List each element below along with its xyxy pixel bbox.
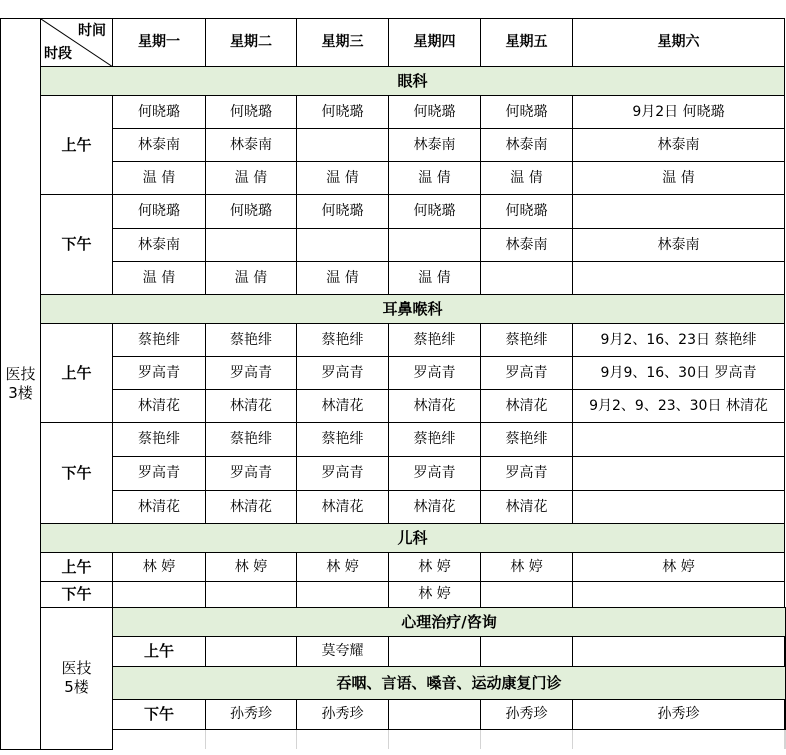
schedule-cell: 温 倩	[573, 161, 785, 194]
schedule-cell	[297, 581, 389, 607]
period-label: 上午	[41, 552, 113, 581]
schedule-cell: 温 倩	[389, 161, 481, 194]
schedule-cell: 林泰南	[481, 128, 573, 161]
schedule-cell: 林泰南	[113, 128, 206, 161]
schedule-cell: 9月2日 何晓璐	[573, 95, 785, 128]
period-label: 上午	[41, 95, 113, 194]
schedule-cell: 蔡艳绯	[297, 323, 389, 356]
schedule-cell: 林泰南	[481, 228, 573, 261]
day-header: 星期五	[481, 18, 573, 66]
schedule-cell: 何晓璐	[113, 95, 206, 128]
day-header: 星期四	[389, 18, 481, 66]
schedule-cell: 温 倩	[206, 261, 297, 294]
schedule-cell: 林泰南	[113, 228, 206, 261]
schedule-cell	[481, 636, 573, 666]
schedule-cell: 林清花	[297, 490, 389, 523]
schedule-cell	[206, 636, 297, 666]
top-strip-cell	[297, 0, 389, 18]
corner-time-label: 时间	[78, 22, 106, 39]
blank-cell	[206, 729, 297, 749]
schedule-cell	[573, 581, 785, 607]
schedule-cell: 林泰南	[389, 128, 481, 161]
schedule-cell	[573, 261, 785, 294]
schedule-cell: 9月2、16、23日 蔡艳绯	[573, 323, 785, 356]
schedule-cell: 林泰南	[206, 128, 297, 161]
top-strip-cell	[389, 0, 481, 18]
schedule-cell: 罗高青	[113, 456, 206, 490]
section-title: 眼科	[41, 66, 785, 95]
schedule-cell: 蔡艳绯	[206, 323, 297, 356]
schedule-cell: 林 婷	[573, 552, 785, 581]
schedule-cell: 温 倩	[113, 161, 206, 194]
schedule-cell: 何晓璐	[389, 95, 481, 128]
schedule-cell: 罗高青	[206, 356, 297, 389]
schedule-cell: 9月2、9、23、30日 林清花	[573, 389, 785, 422]
schedule-cell: 何晓璐	[297, 194, 389, 228]
day-header: 星期三	[297, 18, 389, 66]
schedule-cell: 林 婷	[297, 552, 389, 581]
top-strip-cell	[113, 0, 206, 18]
schedule-cell: 温 倩	[297, 261, 389, 294]
schedule-cell: 温 倩	[206, 161, 297, 194]
schedule-cell: 林泰南	[573, 128, 785, 161]
schedule-cell: 林清花	[481, 389, 573, 422]
schedule-cell	[785, 699, 786, 729]
schedule-cell: 林 婷	[113, 552, 206, 581]
schedule-cell: 孙秀珍	[297, 699, 389, 729]
schedule-cell: 温 倩	[389, 261, 481, 294]
top-strip-cell	[206, 0, 297, 18]
schedule-cell: 何晓璐	[206, 95, 297, 128]
corner-period-label: 时段	[44, 45, 72, 62]
schedule-cell: 何晓璐	[481, 95, 573, 128]
schedule-cell: 蔡艳绯	[297, 422, 389, 456]
schedule-cell	[297, 128, 389, 161]
day-header: 星期二	[206, 18, 297, 66]
schedule-cell: 林清花	[389, 389, 481, 422]
schedule-cell	[206, 581, 297, 607]
schedule-cell: 罗高青	[113, 356, 206, 389]
schedule-cell: 蔡艳绯	[206, 422, 297, 456]
schedule-cell	[573, 490, 785, 523]
period-label: 下午	[41, 581, 113, 607]
day-header: 星期六	[573, 18, 785, 66]
schedule-cell: 林 婷	[389, 581, 481, 607]
schedule-cell: 罗高青	[481, 456, 573, 490]
schedule-cell: 林 婷	[481, 552, 573, 581]
schedule-cell: 林清花	[481, 490, 573, 523]
schedule-cell: 何晓璐	[481, 194, 573, 228]
schedule-cell	[481, 581, 573, 607]
schedule-cell	[389, 636, 481, 666]
schedule-cell: 莫夸耀	[297, 636, 389, 666]
top-strip-cell	[1, 0, 41, 18]
period-label: 上午	[41, 323, 113, 422]
schedule-cell	[573, 456, 785, 490]
schedule-cell: 林泰南	[573, 228, 785, 261]
schedule-cell	[785, 636, 786, 666]
schedule-cell: 林清花	[389, 490, 481, 523]
schedule-cell: 罗高青	[297, 456, 389, 490]
schedule-cell: 何晓璐	[206, 194, 297, 228]
corner-header	[41, 18, 113, 66]
schedule-cell: 罗高青	[389, 456, 481, 490]
day-header: 星期一	[113, 18, 206, 66]
schedule-cell: 林清花	[206, 389, 297, 422]
top-strip-cell	[573, 0, 785, 18]
schedule-cell: 何晓璐	[113, 194, 206, 228]
schedule-cell	[389, 228, 481, 261]
schedule-cell: 罗高青	[206, 456, 297, 490]
blank-cell	[297, 729, 389, 749]
blank-cell	[573, 729, 785, 749]
schedule-cell: 林 婷	[389, 552, 481, 581]
schedule-cell: 林清花	[113, 490, 206, 523]
period-label: 上午	[113, 636, 206, 666]
period-label: 下午	[41, 194, 113, 294]
schedule-cell	[573, 636, 785, 666]
schedule-cell	[573, 422, 785, 456]
schedule-cell: 蔡艳绯	[389, 422, 481, 456]
schedule-cell	[297, 228, 389, 261]
schedule-cell: 林 婷	[206, 552, 297, 581]
top-strip-cell	[41, 0, 113, 18]
schedule-cell: 何晓璐	[389, 194, 481, 228]
schedule-cell: 何晓璐	[297, 95, 389, 128]
schedule-cell: 蔡艳绯	[481, 323, 573, 356]
schedule-cell: 蔡艳绯	[113, 422, 206, 456]
period-label: 下午	[113, 699, 206, 729]
schedule-cell: 温 倩	[481, 161, 573, 194]
blank-cell	[481, 729, 573, 749]
schedule-cell: 罗高青	[297, 356, 389, 389]
floor-label-3: 医技 3楼	[1, 18, 41, 749]
section-title: 心理治疗/咨询	[113, 607, 786, 636]
schedule-cell	[389, 699, 481, 729]
schedule-cell: 罗高青	[481, 356, 573, 389]
schedule-cell	[573, 194, 785, 228]
schedule-cell: 温 倩	[113, 261, 206, 294]
blank-cell	[389, 729, 481, 749]
schedule-cell	[481, 261, 573, 294]
schedule-cell: 林清花	[297, 389, 389, 422]
section-title: 耳鼻喉科	[41, 294, 785, 323]
section-title: 儿科	[41, 523, 785, 552]
schedule-cell: 林清花	[113, 389, 206, 422]
blank-cell	[113, 729, 206, 749]
schedule-cell: 蔡艳绯	[113, 323, 206, 356]
schedule-cell: 孙秀珍	[573, 699, 785, 729]
schedule-cell: 蔡艳绯	[389, 323, 481, 356]
schedule-cell	[113, 581, 206, 607]
schedule-cell: 林清花	[206, 490, 297, 523]
schedule-cell: 罗高青	[389, 356, 481, 389]
top-strip-cell	[481, 0, 573, 18]
schedule-cell: 温 倩	[297, 161, 389, 194]
schedule-cell: 孙秀珍	[481, 699, 573, 729]
period-label: 下午	[41, 422, 113, 523]
schedule-cell: 蔡艳绯	[481, 422, 573, 456]
blank-cell	[785, 729, 786, 749]
schedule-cell: 9月9、16、30日 罗高青	[573, 356, 785, 389]
section-title: 吞咽、言语、嗓音、运动康复门诊	[113, 666, 786, 699]
schedule-cell: 孙秀珍	[206, 699, 297, 729]
schedule-cell	[206, 228, 297, 261]
floor-label-5: 医技 5楼	[41, 607, 113, 749]
